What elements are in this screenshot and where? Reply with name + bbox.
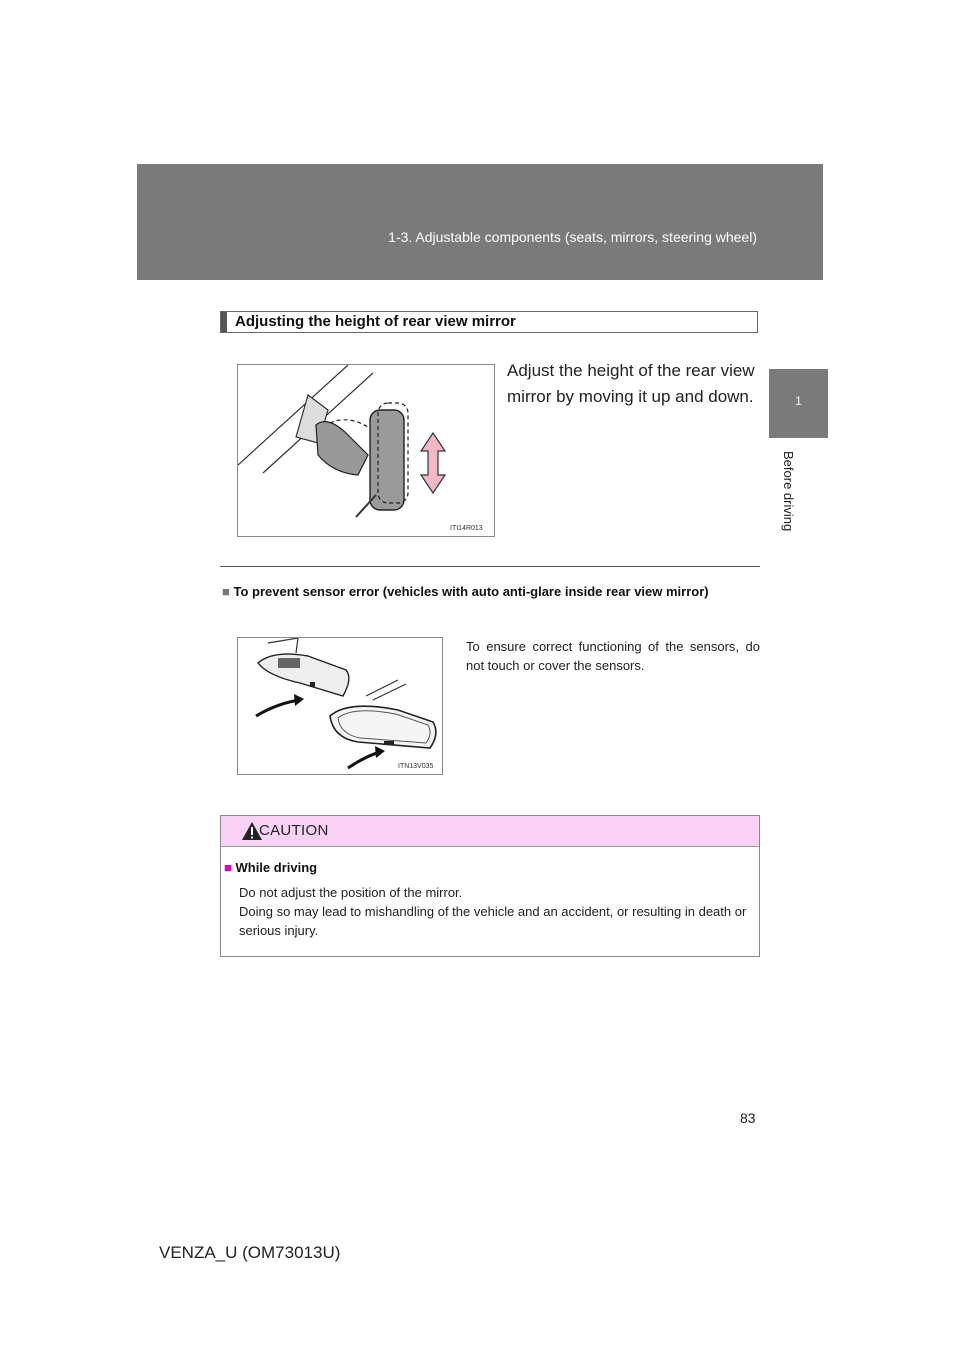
chapter-number: 1 bbox=[795, 394, 802, 408]
caution-bullet: ■ bbox=[224, 860, 232, 875]
sensor-figure bbox=[237, 637, 443, 775]
section-heading-marker bbox=[221, 312, 227, 332]
chapter-tab bbox=[769, 369, 828, 438]
section-heading: Adjusting the height of rear view mirror bbox=[235, 313, 516, 330]
caution-subheading bbox=[224, 860, 317, 875]
section-body-text: Adjust the height of the rear view mirror by moving it up and down. bbox=[507, 361, 755, 406]
chapter-title: 1-3. Adjustable components (seats, mirrors, steering wheel) bbox=[388, 229, 757, 245]
chapter-header bbox=[137, 164, 823, 280]
note-heading bbox=[222, 582, 760, 601]
section-divider bbox=[220, 566, 760, 567]
caution-subheading-text: While driving bbox=[235, 860, 318, 875]
figure-code: ITN13V035 bbox=[398, 763, 434, 770]
caution-line: Do not adjust the position of the mirror. bbox=[239, 885, 463, 900]
mirror-height-figure bbox=[237, 364, 495, 537]
caution-label: CAUTION bbox=[259, 822, 329, 839]
sensor-illustration bbox=[238, 638, 442, 774]
page-number: 83 bbox=[740, 1110, 756, 1126]
note-bullet: ■ bbox=[222, 584, 230, 599]
figure-code: ITI14R013 bbox=[450, 525, 483, 532]
manual-code: VENZA_U (OM73013U) bbox=[159, 1243, 341, 1262]
caution-line: Doing so may lead to mishandling of the vehicle and an accident, or resulting in death or serious injury. bbox=[239, 904, 747, 938]
section-heading-box bbox=[220, 311, 758, 333]
caution-body bbox=[239, 883, 759, 940]
chapter-side-label: Before driving bbox=[781, 451, 796, 532]
caution-box bbox=[220, 815, 760, 957]
caution-header bbox=[221, 816, 759, 847]
mirror-height-illustration bbox=[238, 365, 494, 536]
note-body-text: To ensure correct functioning of the sensors, do not touch or cover the sensors. bbox=[466, 639, 760, 673]
note-heading-text: To prevent sensor error (vehicles with auto anti-glare inside rear view mirror) bbox=[233, 584, 709, 599]
